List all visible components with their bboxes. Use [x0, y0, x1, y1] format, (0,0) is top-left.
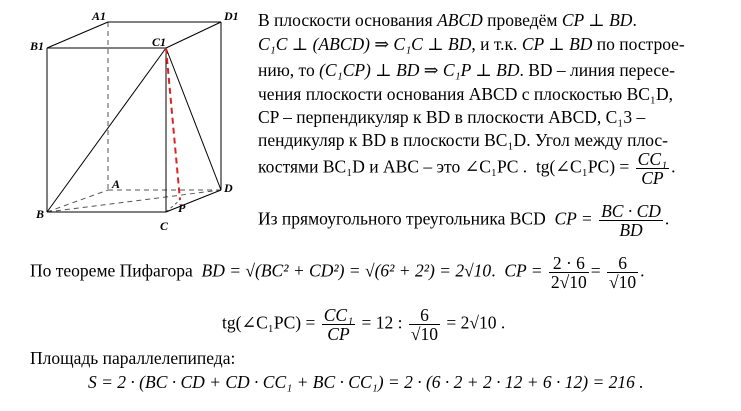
parallelepiped-figure — [0, 0, 250, 240]
text-line-9: По теореме Пифагора BD = √(BC² + CD²) = √(6² + 2²) = 2√10. CP = $\frac{2 \cdot 6}{2√10}$ = $\frac{6}{√10}$ . — [30, 253, 645, 292]
text-line-12: S = 2 · (BC · CD + CD · CC₁ + BC · CC₁) = 2 · (6 · 2 + 2 · 12 + 6 · 12) = 216 . — [88, 372, 644, 392]
text-line-5: CP – перпендикуляр к BD в плоскости ABCD, C₁3 – — [258, 107, 646, 127]
label-B: B — [36, 207, 45, 221]
text-line-1: В плоскости основания ABCD проведём CP ⊥ BD. — [258, 10, 637, 30]
text-line-8: Из прямоугольного треугольника BCD CP = $\frac{BC \cdot CD}{BD}$ . — [258, 201, 670, 240]
label-A1: A1 — [92, 9, 107, 23]
text-line-4: чения плоскости основания ABCD с плоскостью BC₁D, — [258, 84, 674, 104]
label-D1: D1 — [224, 9, 239, 23]
text-line-2: C₁C ⊥ (ABCD) ⇒ C₁C ⊥ BD, и т.к. CP ⊥ BD по построе- — [258, 34, 685, 54]
label-P: P — [178, 201, 186, 215]
label-D: D — [224, 181, 233, 195]
label-C: C — [160, 219, 169, 233]
text-line-3: нию, то (C₁CP) ⊥ BD ⇒ C₁P ⊥ BD. BD – линия пересе- — [258, 60, 675, 80]
text-line-10: tg(∠C₁PC) = $\frac{\text{CC₁}}{CP}$ = 12 : $\frac{6}{√10}$ = 2√10 . — [222, 305, 506, 344]
label-B1: B1 — [30, 39, 45, 53]
text-line-11: Площадь параллелепипеда: — [30, 348, 236, 368]
text-line-6: пендикуляр к BD в плоскости BC₁D. Угол между плос- — [258, 130, 669, 150]
label-C1: C1 — [152, 35, 167, 49]
label-A: A — [112, 177, 121, 191]
text-line-7: костями BC₁D и ABC – это ∠C₁PC . tg(∠C₁PC) = $\frac{\text{CC₁}}{CP}$ . — [258, 149, 676, 188]
